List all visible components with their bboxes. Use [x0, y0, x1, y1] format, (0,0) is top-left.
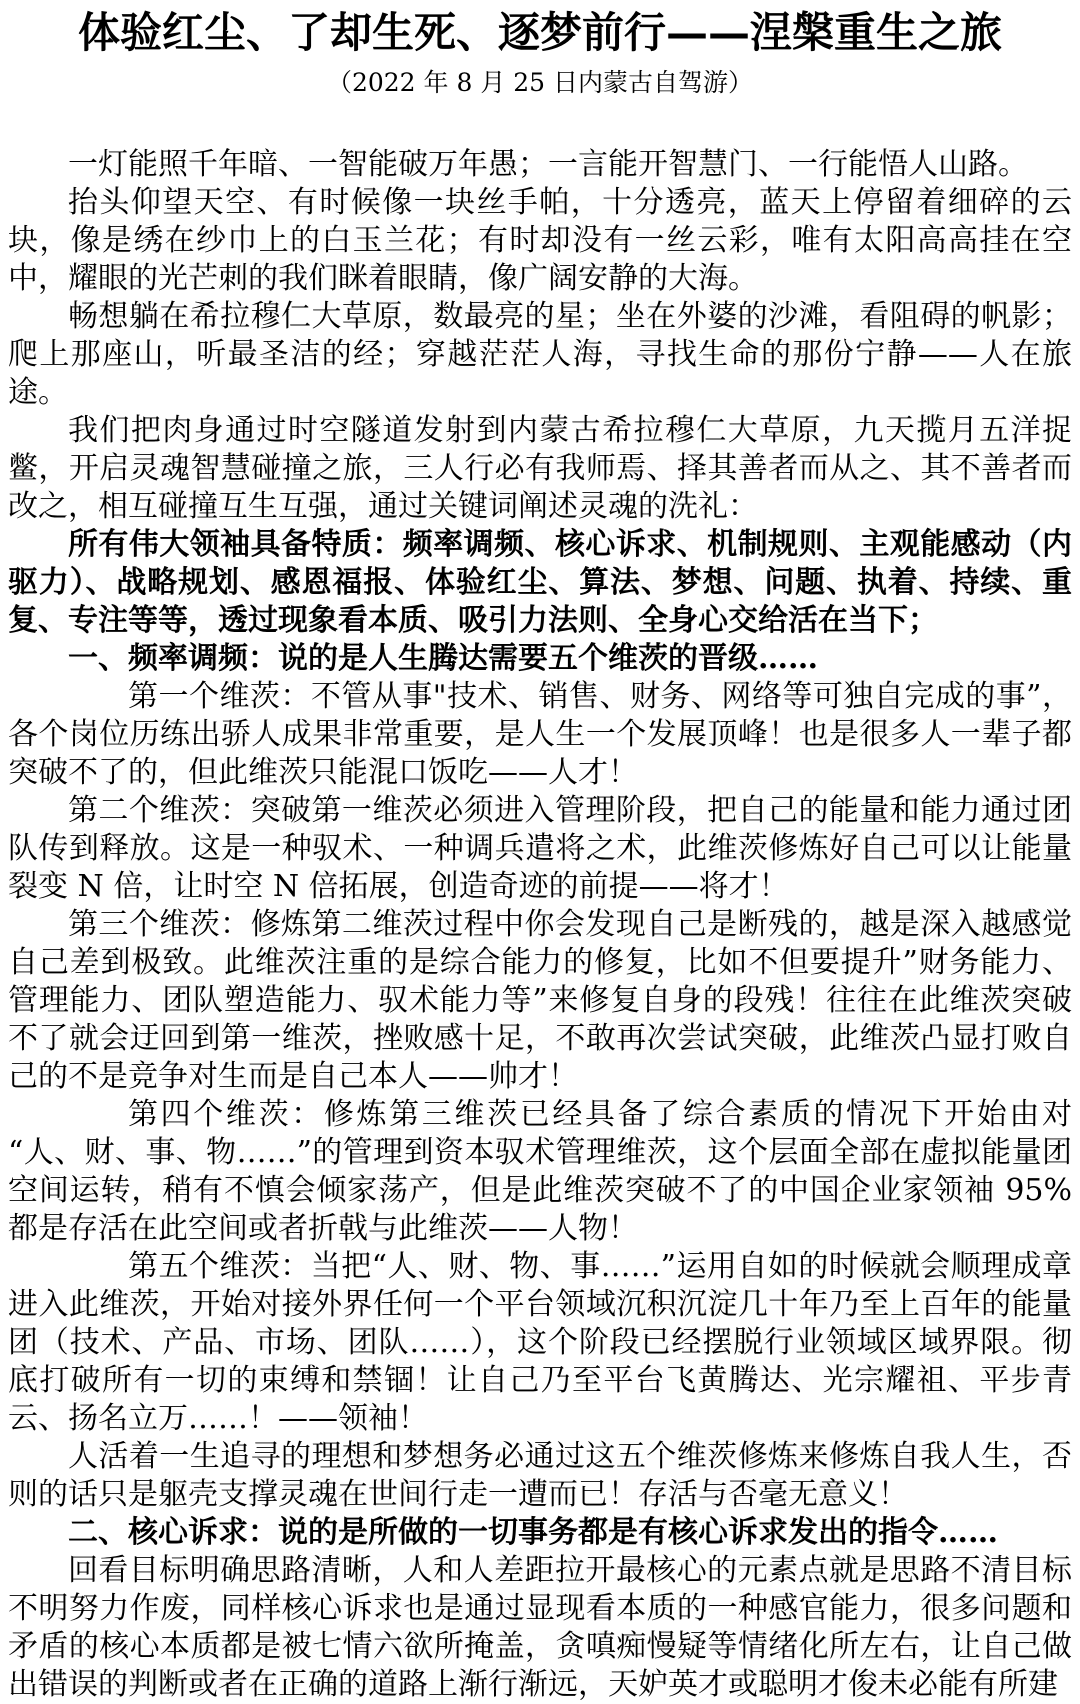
- paragraph: 所有伟大领袖具备特质：频率调频、核心诉求、机制规则、主观能感动（内驱力）、战略规划、感恩福报、体验红尘、算法、梦想、问题、执着、持续、重复、专注等等，透过现象看本质、吸引力法则、全身心交给活在当下；: [8, 527, 1072, 639]
- paragraph: 我们把肉身通过时空隧道发射到内蒙古希拉穆仁大草原，九天揽月五洋捉鳖，开启灵魂智慧碰撞之旅，三人行必有我师焉、择其善者而从之、其不善者而改之，相互碰撞互生互强，通过关键词阐述灵魂的洗礼：: [8, 413, 1072, 525]
- document-body: [8, 146, 1072, 1704]
- paragraph: 一、频率调频：说的是人生腾达需要五个维茨的晋级……: [68, 641, 818, 677]
- paragraph: 第一个维茨：不管从事"技术、销售、财务、网络等可独自完成的事”，各个岗位历练出骄人成果非常重要，是人生一个发展顶峰！也是很多人一辈子都突破不了的，但此维茨只能混口饭吃——人才！: [8, 679, 1072, 791]
- paragraph: 抬头仰望天空、有时候像一块丝手帕，十分透亮，蓝天上停留着细碎的云块，像是绣在纱巾上的白玉兰花；有时却没有一丝云彩，唯有太阳高高挂在空中，耀眼的光芒刺的我们眯着眼睛，像广阔安静的大海。: [8, 185, 1072, 297]
- paragraph: 回看目标明确思路清晰，人和人差距拉开最核心的元素点就是思路不清目标不明努力作废，同样核心诉求也是通过显现看本质的一种感官能力，很多问题和矛盾的核心本质都是被七情六欲所掩盖，贪嗔痴慢疑等情绪化所左右，让自己做出错误的判断或者在正确的道路上渐行渐远，天妒英才或聪明才俊未必能有所建: [8, 1553, 1072, 1703]
- paragraph: 二、核心诉求：说的是所做的一切事务都是有核心诉求发出的指令……: [68, 1515, 998, 1551]
- document-title: 体验红尘、了却生死、逐梦前行——涅槃重生之旅: [77, 8, 1002, 57]
- paragraph: 一灯能照千年暗、一智能破万年愚；一言能开智慧门、一行能悟人山路。: [68, 147, 1028, 183]
- paragraph: 第四个维茨：修炼第三维茨已经具备了综合素质的情况下开始由对“人、财、事、物……”的管理到资本驭术管理维茨，这个层面全部在虚拟能量团空间运转，稍有不慎会倾家荡产，但是此维茨突破不了的中国企业家领袖 95%都是存活在此空间或者折戟与此维茨——人物！: [8, 1097, 1072, 1247]
- paragraph: 畅想躺在希拉穆仁大草原，数最亮的星；坐在外婆的沙滩，看阻碍的帆影；爬上那座山，听最圣洁的经；穿越茫茫人海，寻找生命的那份宁静——人在旅途。: [8, 299, 1072, 411]
- paragraph: 第三个维茨：修炼第二维茨过程中你会发现自己是断残的，越是深入越感觉自己差到极致。此维茨注重的是综合能力的修复，比如不但要提升”财务能力、管理能力、团队塑造能力、驭术能力等”来修复自身的段残！往往在此维茨突破不了就会迂回到第一维茨，挫败感十足，不敢再次尝试突破，此维茨凸显打败自己的不是竞争对生而是自己本人——帅才！: [8, 907, 1072, 1095]
- paragraph: 第二个维茨：突破第一维茨必须进入管理阶段，把自己的能量和能力通过团队传到释放。这是一种驭术、一种调兵遣将之术，此维茨修炼好自己可以让能量裂变 N 倍，让时空 N 倍拓展，创造奇迹的前提——将才！: [8, 793, 1072, 905]
- document-subtitle: （2022 年 8 月 25 日内蒙古自驾游）: [326, 68, 754, 98]
- paragraph: 人活着一生追寻的理想和梦想务必通过这五个维茨修炼来修炼自我人生，否则的话只是躯壳支撑灵魂在世间行走一遭而已！存活与否毫无意义！: [8, 1439, 1072, 1513]
- paragraph: 第五个维茨：当把“人、财、物、事……”运用自如的时候就会顺理成章进入此维茨，开始对接外界任何一个平台领域沉积沉淀几十年乃至上百年的能量团（技术、产品、市场、团队……），这个阶段已经摆脱行业领域区域界限。彻底打破所有一切的束缚和禁锢！让自己乃至平台飞黄腾达、光宗耀祖、平步青云、扬名立万……！——领袖！: [8, 1249, 1072, 1437]
